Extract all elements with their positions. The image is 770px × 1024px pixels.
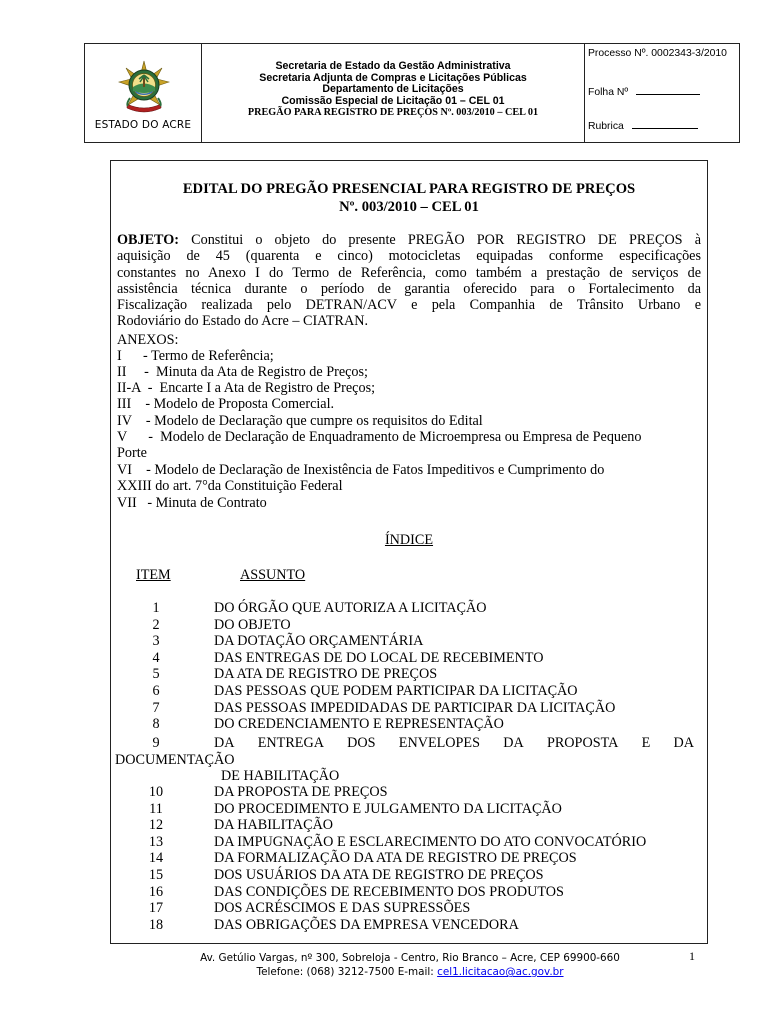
anexo-item: III - Modelo de Proposta Comercial. xyxy=(117,396,335,412)
rubrica-field xyxy=(588,119,698,132)
indice-item-9-cont: DE HABILITAÇÃO xyxy=(221,768,340,784)
anexo-item: V - Modelo de Declaração de Enquadramento de Microempresa ou Empresa de Pequeno xyxy=(117,429,642,445)
indice-item-title: DA DOTAÇÃO ORÇAMENTÁRIA xyxy=(214,633,424,650)
anexo-item: IV - Modelo de Declaração que cumpre os requisitos do Edital xyxy=(117,413,483,429)
header-process-block xyxy=(585,44,739,142)
indice-item-title: DAS CONDIÇÕES DE RECEBIMENTO DOS PRODUTOS xyxy=(214,883,564,900)
objeto-line: Fiscalização realizada pelo DETRAN/ACV e pela Companhia de Trânsito Urbano e xyxy=(117,297,701,314)
anexo-item: I - Termo de Referência; xyxy=(117,348,274,364)
indice-item-title: DAS OBRIGAÇÕES DA EMPRESA VENCEDORA xyxy=(214,916,519,933)
indice-item-number: 13 xyxy=(148,833,164,850)
indice-item-number: 8 xyxy=(152,716,160,733)
indice-item-number: 12 xyxy=(148,817,164,834)
indice-item-number: 1 xyxy=(152,600,160,616)
edital-title-line-2: Nº. 003/2010 – CEL 01 xyxy=(339,199,479,215)
indice-item-number: 18 xyxy=(148,916,164,933)
indice-item-number: 15 xyxy=(148,867,164,883)
indice-item-number: 3 xyxy=(152,633,160,650)
indice-item-number: 4 xyxy=(152,649,160,666)
indice-item-number: 11 xyxy=(149,800,163,817)
indice-item-title: DO ÓRGÃO QUE AUTORIZA A LICITAÇÃO xyxy=(214,600,487,616)
indice-col-item: ITEM xyxy=(136,567,171,583)
edital-title-line-1: EDITAL DO PREGÃO PRESENCIAL PARA REGISTRO DE PREÇOS xyxy=(182,181,636,197)
anexo-item: VI - Modelo de Declaração de Inexistência de Fatos Impeditivos e Cumprimento do xyxy=(117,462,605,478)
objeto-line: Rodoviário do Estado do Acre – CIATRAN. xyxy=(117,313,369,330)
anexos-label: ANEXOS: xyxy=(117,332,179,348)
processo-number: Processo Nº. 0002343-3/2010 xyxy=(588,48,727,59)
indice-item-number: 7 xyxy=(152,699,160,716)
folha-field xyxy=(588,85,700,98)
header-line-secretaria-adjunta: Secretaria Adjunta de Compras e Licitações Públicas xyxy=(259,71,527,84)
header-line-secretaria: Secretaria de Estado da Gestão Administrativa xyxy=(275,60,511,72)
objeto-paragraph xyxy=(117,232,701,330)
rubrica-label: Rubrica xyxy=(588,121,624,132)
indice-item-title: DOS USUÁRIOS DA ATA DE REGISTRO DE PREÇOS xyxy=(214,867,544,883)
indice-heading: ÍNDICE xyxy=(384,532,434,548)
objeto-line: assistência técnica durante o período de garantia oferecido para o Fortalecimento da xyxy=(117,280,701,297)
anexo-item: VII - Minuta de Contrato xyxy=(117,495,267,511)
header-institution-block xyxy=(202,44,585,142)
indice-col-assunto: ASSUNTO xyxy=(240,567,306,583)
edital-content-box xyxy=(110,160,708,944)
footer-email-link[interactable]: cel1.licitacao@ac.gov.br xyxy=(437,966,564,978)
objeto-line: aquisição de 45 (quarenta e cinco) motocicletas equipadas conforme especificações xyxy=(117,248,701,265)
indice-item-title: DO PROCEDIMENTO E JULGAMENTO DA LICITAÇÃO xyxy=(214,800,562,817)
folha-label: Folha Nº xyxy=(588,87,629,98)
indice-item-number: 14 xyxy=(148,850,164,867)
anexo-item: II - Minuta da Ata de Registro de Preços; xyxy=(117,364,368,380)
header-line-pregao: PREGÃO PARA REGISTRO DE PREÇOS Nº. 003/2010 – CEL 01 xyxy=(247,107,539,119)
anexo-item-continuation: Porte xyxy=(117,445,147,461)
state-name: ESTADO DO ACRE xyxy=(94,119,192,131)
indice-item-title: DA IMPUGNAÇÃO E ESCLARECIMENTO DO ATO CONVOCATÓRIO xyxy=(214,833,647,850)
indice-item-title: DA PROPOSTA DE PREÇOS xyxy=(214,784,388,800)
indice-item-title: DO CREDENCIAMENTO E REPRESENTAÇÃO xyxy=(214,716,504,733)
indice-item-number: 2 xyxy=(152,616,160,633)
indice-item-number: 6 xyxy=(152,683,160,699)
indice-item-title: DA FORMALIZAÇÃO DA ATA DE REGISTRO DE PREÇOS xyxy=(214,850,577,867)
indice-item-number: 9 xyxy=(152,735,160,751)
indice-item-number: 10 xyxy=(148,784,164,800)
page-number: 1 xyxy=(689,949,695,963)
header-line-comissao: Comissão Especial de Licitação 01 – CEL 01 xyxy=(281,94,505,107)
indice-item-title: DA HABILITAÇÃO xyxy=(214,817,334,834)
indice-item-number: 5 xyxy=(152,666,160,683)
footer-address: Av. Getúlio Vargas, nº 300, Sobreloja - Centro, Rio Branco – Acre, CEP 69900-660 xyxy=(200,952,620,964)
indice-item-title: DO OBJETO xyxy=(214,616,291,633)
footer-contact xyxy=(150,966,670,978)
folha-blank xyxy=(636,85,700,95)
anexo-item: II-A - Encarte I a Ata de Registro de Preços; xyxy=(117,380,376,396)
indice-item-number: 16 xyxy=(148,883,164,900)
header-logo-cell xyxy=(85,44,202,142)
footer-phone: Telefone: (068) 3212-7500 E-mail: xyxy=(256,966,434,978)
rubrica-blank xyxy=(632,119,698,129)
indice-item-title: DAS PESSOAS QUE PODEM PARTICIPAR DA LICITAÇÃO xyxy=(214,683,578,699)
state-coat-of-arms-icon xyxy=(118,60,170,116)
indice-item-number: 17 xyxy=(148,900,164,917)
objeto-line: OBJETO: Constitui o objeto do presente PREGÃO POR REGISTRO DE PREÇOS à xyxy=(117,232,701,248)
indice-item-title: DAS PESSOAS IMPEDIDADAS DE PARTICIPAR DA LICITAÇÃO xyxy=(214,699,616,716)
indice-item-9-text: DA ENTREGA DOS ENVELOPES DA PROPOSTA E DA xyxy=(214,735,694,751)
objeto-label: OBJETO: xyxy=(117,232,180,248)
indice-item-9-cont: DOCUMENTAÇÃO xyxy=(115,752,235,768)
indice-item-title: DAS ENTREGAS DE DO LOCAL DE RECEBIMENTO xyxy=(214,649,544,666)
indice-item-title: DA ATA DE REGISTRO DE PREÇOS xyxy=(214,666,438,683)
document-header xyxy=(84,43,740,143)
objeto-line: constantes no Anexo I do Termo de Referência, como também a prestação de serviços de xyxy=(117,264,701,281)
header-line-departamento: Departamento de Licitações xyxy=(322,83,464,96)
indice-item-title: DOS ACRÉSCIMOS E DAS SUPRESSÕES xyxy=(214,900,471,917)
anexo-item-continuation: XXIII do art. 7°da Constituição Federal xyxy=(117,478,343,494)
